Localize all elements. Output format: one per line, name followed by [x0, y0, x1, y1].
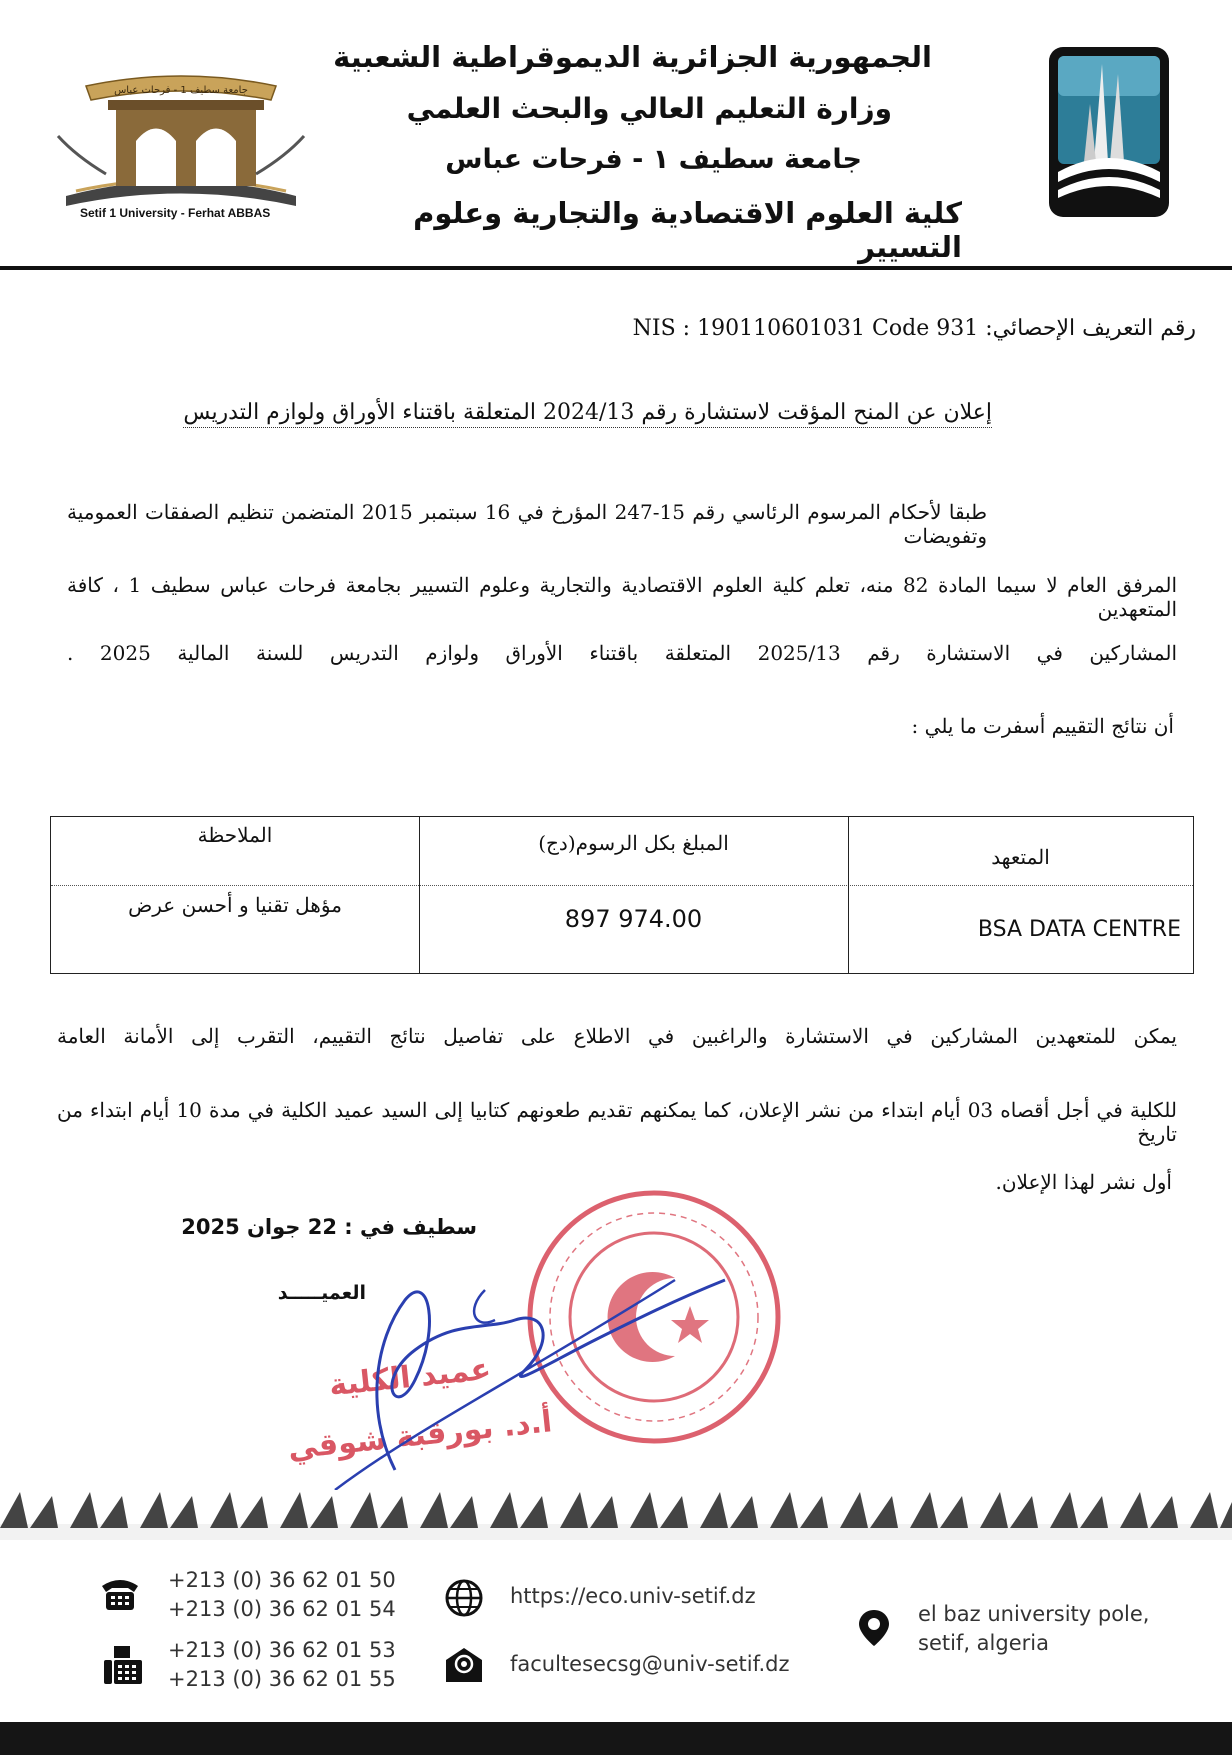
- stamp-dean-name: أ.د. بورقبة شوقي: [286, 1404, 554, 1467]
- email-icon: [444, 1644, 484, 1684]
- table-divider: [848, 817, 849, 973]
- fax-icon: [104, 1646, 144, 1686]
- location-pin-icon: [854, 1608, 894, 1648]
- body-paragraph-3: المشاركين في الاستشارة رقم 2025/13 المتعلقة باقتناء الأوراق ولوازم التدريس للسنة المالية 2025 .: [67, 641, 1178, 665]
- faculty-logo-icon: [1046, 44, 1172, 220]
- header-republic: الجمهورية الجزائرية الديموقراطية الشعبية: [333, 40, 932, 74]
- footer-ornament-icon: [0, 1488, 1232, 1540]
- fax-numbers: [168, 1636, 396, 1694]
- footer-bar: [0, 1722, 1232, 1755]
- header-university: جامعة سطيف ١ - فرحات عباس: [445, 144, 862, 175]
- place-and-date: سطيف في : 22 جوان 2025: [181, 1215, 477, 1239]
- header-faculty: كلية العلوم الاقتصادية والتجارية وعلوم التسيير: [413, 196, 962, 264]
- email-link[interactable]: facultesecsg@univ-setif.dz: [510, 1652, 790, 1676]
- address: [918, 1600, 1149, 1658]
- statistical-id: رقم التعريف الإحصائي: NIS : 190110601031 Code 931: [632, 316, 1196, 341]
- body-paragraph-2: المرفق العام لا سيما المادة 82 منه، تعلم كلية العلوم الاقتصادية والتجارية وعلوم التسيير بجامعة فرحات عباس سطيف 1 ، كافة المتعهدين: [67, 573, 1177, 621]
- address-line-2: setif, algeria: [918, 1631, 1049, 1655]
- table-cell-note: مؤهل تقنيا و أحسن عرض: [128, 893, 342, 917]
- fax-2: +213 (0) 36 62 01 55: [168, 1667, 396, 1691]
- website-link[interactable]: https://eco.univ-setif.dz: [510, 1584, 756, 1608]
- phone-1: +213 (0) 36 62 01 50: [168, 1568, 396, 1592]
- university-logo-icon: [46, 56, 316, 226]
- logo-banner-text: جامعة سطيف 1 - فرحات عباس: [114, 85, 248, 96]
- stamp-title: عميد الكلية: [327, 1351, 493, 1404]
- header-amount: المبلغ بكل الرسوم(دج): [538, 831, 729, 855]
- table-cell-amount: 897 974.00: [564, 905, 703, 933]
- phone-2: +213 (0) 36 62 01 54: [168, 1597, 396, 1621]
- dean-label: العميـــــد: [277, 1282, 366, 1304]
- address-line-1: el baz university pole,: [918, 1602, 1150, 1626]
- signature-icon: [255, 1260, 735, 1490]
- body-paragraph-4: أن نتائج التقييم أسفرت ما يلي :: [911, 714, 1174, 738]
- header-note: الملاحظة: [197, 823, 273, 847]
- table-cell-bidder: [848, 917, 1193, 942]
- closing-paragraph-2: للكلية في أجل أقصاه 03 أيام ابتداء من نشر الإعلان، كما يمكنهم تقديم طعونهم كتابيا إلى السيد عميد الكلية في مدة 10 أيام ابتداء من تاريخ: [57, 1098, 1177, 1146]
- header-bidder: المتعهد: [991, 845, 1050, 869]
- phone-numbers: [168, 1566, 396, 1624]
- body-paragraph-1: طبقا لأحكام المرسوم الرئاسي رقم 15-247 المؤرخ في 16 سبتمبر 2015 المتضمن تنظيم الصفقات العمومية وتفويضات: [67, 500, 988, 548]
- header-ministry: وزارة التعليم العالي والبحث العلمي: [406, 92, 892, 125]
- results-table: [50, 816, 1194, 974]
- header-divider: [0, 266, 1232, 270]
- bidder-name: BSA DATA CENTRE: [977, 917, 1181, 942]
- closing-paragraph-3: أول نشر لهذا الإعلان.: [995, 1170, 1172, 1194]
- telephone-icon: [100, 1574, 140, 1614]
- announcement-subject: إعلان عن المنح المؤقت لاستشارة رقم 2024/13 المتعلقة باقتناء الأوراق ولوازم التدريس: [183, 400, 992, 428]
- globe-icon: [444, 1578, 484, 1618]
- university-logo-caption: Setif 1 University - Ferhat ABBAS: [80, 206, 271, 220]
- closing-paragraph-1: يمكن للمتعهدين المشاركين في الاستشارة والراغبين في الاطلاع على تفاصيل نتائج التقييم، التقرب إلى الأمانة العامة: [57, 1024, 1177, 1048]
- fax-1: +213 (0) 36 62 01 53: [168, 1638, 396, 1662]
